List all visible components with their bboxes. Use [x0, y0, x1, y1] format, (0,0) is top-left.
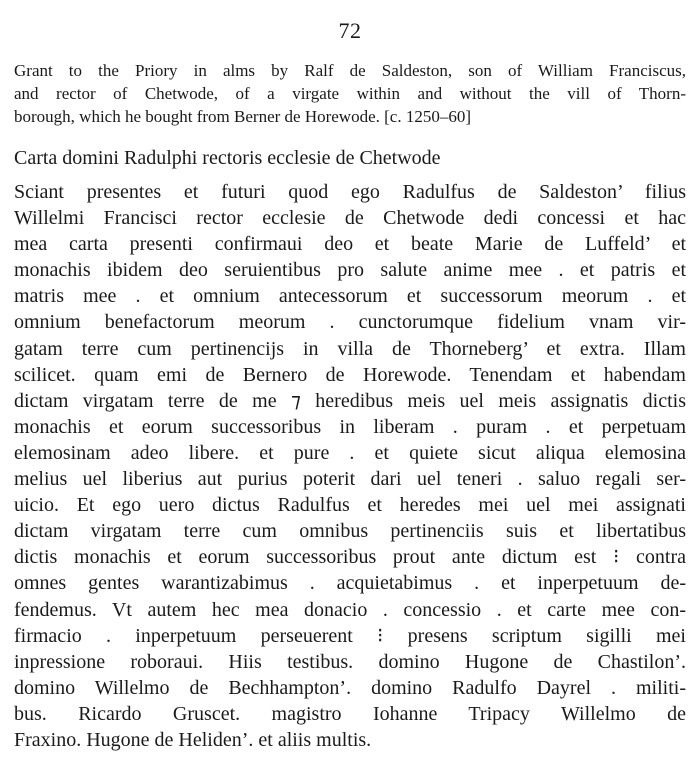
charter-summary [14, 59, 686, 128]
body-line: firmacio . inperpetuum perseuerent ⁝ presens scriptum sigilli mei [14, 624, 686, 647]
summary-line: borough, which he bought from Berner de Horewode. [c. 1250–60] [14, 107, 471, 126]
body-line: fendemus. Vt autem hec mea donacio . concessio . et carte mee con- [14, 598, 686, 621]
body-line: domino Willelmo de Bechhampton’. domino Radulfo Dayrel . militi- [14, 676, 686, 699]
body-line: omnium benefactorum meorum . cunctorumque fidelium vnam vir- [14, 311, 686, 334]
body-line: scilicet. quam emi de Bernero de Horewode. Tenendam et habendam [14, 363, 686, 386]
summary-line: Grant to the Priory in alms by Ralf de Saldeston, son of William Franciscus, [14, 61, 686, 80]
body-line: dictis monachis et eorum successoribus prout ante dictum est ⁝ contra [14, 546, 686, 569]
body-line: elemosinam adeo libere. et pure . et quiete sicut aliqua elemosina [14, 441, 686, 464]
body-line: monachis et eorum successoribus in liberam . puram . et perpetuam [14, 415, 686, 438]
body-line: melius uel liberius aut purius poterit dari uel teneri . saluo regali ser- [14, 468, 686, 491]
page-number: 72 [338, 18, 362, 43]
charter-body [14, 179, 686, 753]
body-line: dictam virgatam terre de me ⁊ heredibus meis uel meis assignatis dictis [14, 389, 686, 412]
body-line: omnes gentes warantizabimus . acquietabimus . et inperpetuum de- [14, 572, 686, 595]
body-line: dictam virgatam terre cum omnibus pertinenciis suis et libertatibus [14, 520, 686, 543]
body-line: mea carta presenti confirmaui deo et beate Marie de Luffeld’ et [14, 233, 686, 256]
body-line: Sciant presentes et futuri quod ego Radulfus de Saldeston’ filius [14, 181, 686, 203]
body-line: bus. Ricardo Gruscet. magistro Iohanne Tripacy Willelmo de [14, 702, 686, 725]
body-line: Fraxino. Hugone de Heliden’. et aliis multis. [14, 728, 372, 751]
body-line: Willelmi Francisci rector ecclesie de Chetwode dedi concessi et hac [14, 207, 686, 230]
body-line: inpressione roboraui. Hiis testibus. domino Hugone de Chastilon’. [14, 650, 686, 673]
body-line: gatam terre cum pertinencijs in villa de Thorneberg’ et extra. Illam [14, 337, 686, 360]
charter-title: Carta domini Radulphi rectoris ecclesie de Chetwode [14, 147, 441, 169]
body-line: uicio. Et ego uero dictus Radulfus et heredes mei uel mei assignati [14, 494, 686, 517]
body-line: matris mee . et omnium antecessorum et successorum meorum . et [14, 285, 686, 308]
body-line: monachis ibidem deo seruientibus pro salute anime mee . et patris et [14, 259, 686, 282]
summary-line: and rector of Chetwode, of a virgate within and without the vill of Thorn- [14, 84, 686, 103]
